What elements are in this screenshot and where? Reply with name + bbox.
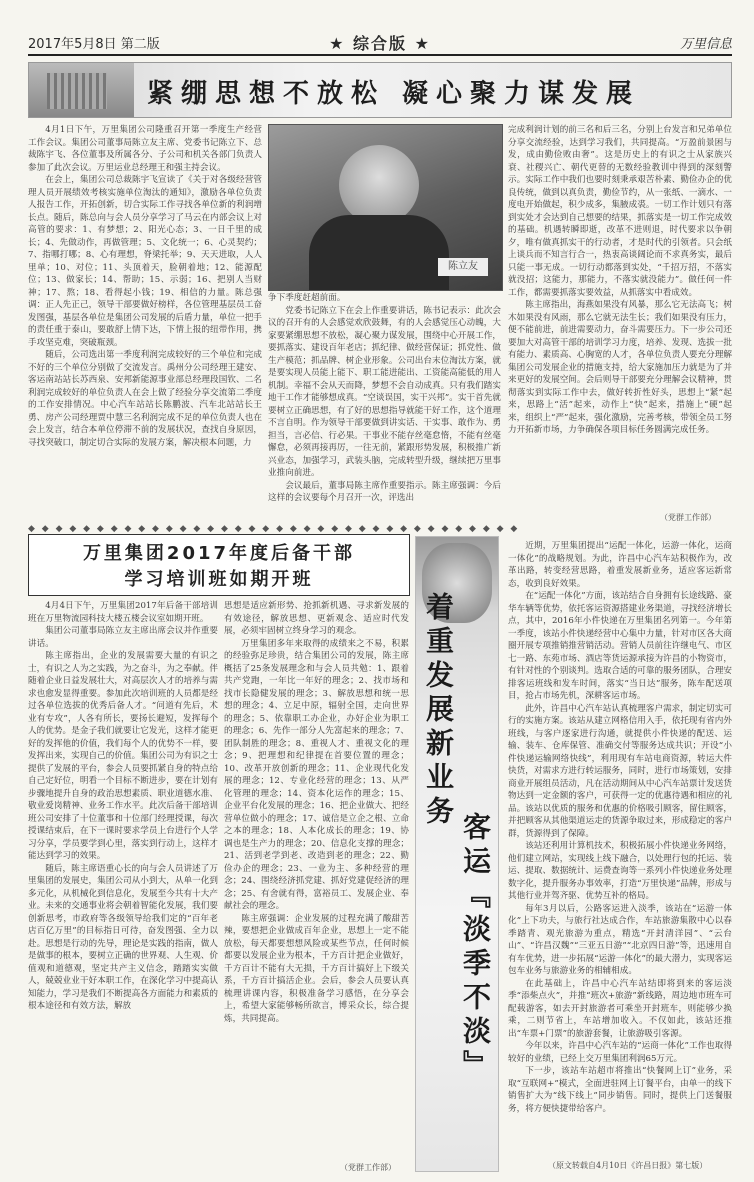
paragraph: 党委书记陈立下在会上作重要讲话，陈书记表示：此次会议的召开有的人会感觉欢欣鼓舞，有的人会感觉压心动魄，大家要紧绷思想不放松，凝心聚力谋发展，围绕中心开展工作，要抓落实、建设百年老店；抓纪律、做经营保证；抓党性、做生产模范；抓品牌、树企业形象。公司出台末位淘汰方案，就是要实现人员能上能下、职工能进能出、工资能高能低的用人机制。幸福不会从天而降，梦想不会自动成真。只有我们踏实地干工作才能够想成真。“空谈误国，实干兴邦”。实干首先就要树立正确思想，有了好的思想指导就能干好工作，这个道理不言自明。作为领导干部要做到讲实话、干实事、敢作为、勇担当，言必信、行必果。干事业不能存丝毫怠惰，不能有丝毫懈怠，必须再接再厉，一往无前，紧跟形势发展，积极推广新兴业态，加强学习，武装头脑，完成转型升级，继续把万里事业推向前进。 <box>268 305 501 478</box>
article3-credit: （原文转载自4月10日《许昌日报》第七版） <box>548 1161 708 1170</box>
portrait-body <box>309 215 449 290</box>
paragraph: 争下季度赶超前面。 <box>268 293 346 303</box>
paper-name: 万里信息 <box>680 36 733 52</box>
paragraph: 随后，陈主席语重心长的向与会人员讲述了万里集团的发展史，集团公司从小到大，从单一化到多元化，从机械化到信息化，发展至今共有十大产业。未来的交通事业将会朝着智能化发展，我们要创新思考，市政府等各级领导给我们定的“百年老店百亿万里”的目标指日可待，奋发图强、全力以赴。思想是行动的先导，理论是实践的指南，做人是做事的根本，要树立正确的世界观、人生观、价值观和道德观，坚定共产主义信念，踏踏实实做人，兢兢业业干好本职工作，在深化学习中提高认知能力，学习是我们不断提高各方面能力和素质的根本途径和有效方法，解放 <box>28 863 218 1011</box>
building-photo-icon <box>29 63 134 117</box>
paragraph: 集团公司董事局陈立友主席出席会议并作重要讲话。 <box>28 626 218 649</box>
paragraph: 此外，许昌中心汽车站认真梳理客户需求，制定切实可行的实施方案。该站从建立网格信用入手，依托现有省内外班线，与客户逐家进行沟通，就提供小件快递的配送、运输、装车、仓库保管、准确交付等服务达成共识；开设“小件快递运输网络快线”，利用现有车站电商资源，转运大件快货，对需求方进行转运服务，同时，进行市场策划，安排商业开展组员活动，凡在活动期间从中心汽车站票计发送货物达到一定金额的客户，可获得一定的优惠待遇和相应的礼品。该站以优质的服务和优惠的价格吸引顾客，留住顾客，并把顾客从其他渠道运走的货源争取过来，形成稳定的客户群，货源得到了保障。 <box>508 703 732 839</box>
paragraph: 陈主席指出，海燕如果没有风暴，那么它无法高飞；树木如果没有风雨，那么它就无法生长；我们如果没有压力，便不能前进，前进需要动力，奋斗需要压力。下一步公司还要加大对高管干部的培训学习力度，培养、发现、选拔一批有能力、素质高、心胸宽的人才，各单位负责人要充分理解集团公司发展企业的措施支持，给大家施加压力就是为了并来更好的发展空间。会后则导干部要充分理解会议精神，贯彻落实到实际工作中去，做好转折性好头，思想上“紧”起来，思路上“活”起来，动作上“快”起来，措施上“硬”起来，组织上“严”起来，强化激励，完善考核，带领全员工努力开拓新市场，力争确保各项目标任务圆满完成任务。 <box>508 300 732 435</box>
article1-col2 <box>268 292 501 522</box>
article1-banner <box>28 62 732 118</box>
paragraph: 陈主席强调：企业发展的过程充满了酸甜苦辣，要想把企业做成百年企业，思想上一定不能放松，每天都要想想风险或某些节点，任何时候都要以发展企业为根本，千方百计把企业做好，千方百计不能有大无损，千方百计搞好上下级关系，千方百计搞活企业。会后，参会人员要认真梳理讲课内容，积极准备学习感悟，在分享会上，希望大家能够畅所欲言，博采众长，综合提炼，共同提高。 <box>224 913 409 1024</box>
masthead <box>28 30 732 56</box>
portrait-icon <box>339 145 419 225</box>
paragraph: 陈主席指出，企业的发展需要大量的有识之士，有识之人为之实践，为之奋斗，为之奉献。伴随着企业日益发展壮大，对高层次人才的培养与需求也愈发显得重要。参加此次培训班的人员都是经过各单位选拔的优秀后备人才。“问道有先后，术业有专攻”，人各有所长，要扬长避短，发挥每个人的优势。是金子我们就要让它发光，这样才能更好的发挥他的价值，我们每个人的优势不一样，要发挥出来，实现自己的价值。集团公司为有识之士提供了发展的平台，参会人员要抓紧自身的特点给自己定好位，明看一个目标不断进步，要在计划有步骤地提升自身的政治思想素质、职业道德水准、敬业爱岗精神、业务工作水平。此次后备干部培训班公司安排了十位董事和十位部门经理授课，每次授课结束后，在下一课时要求学员上台进行个人学习分享，学员要学到心里，落实到行动上，这样才能达到学习的效果。 <box>28 651 218 861</box>
paragraph: 在“运配一体化”方面，该站结合自身拥有长途线路、豪华车辆等优势，依托客运资源搭建业务渠道，寻找经济增长点，其中，2016年小件快递在万里集团名列第一。今年第一季度，该站小件快递经营中心集中力量，针对市区各大商圈开展专项推销推营销活动。营销人员前往许继电气、市区七一路、东苑市场、酒店等货运源承接为许昌的小物资市，有针对性的个别谈判。选取合适的可靠的服务团队，合理安排客运班线和发车时间，落实“当日达”服务，陈车配送项目，抢占市场先机，深耕客运市场。 <box>508 591 732 701</box>
article2-headline-line2: 学习培训班如期开班 <box>124 569 314 590</box>
article3-vertical-subtitle: 客运『淡季不淡』 <box>459 812 492 1084</box>
paragraph: 近期，万里集团提出“运配一体化，运游一体化，运商一体化”的战略规划。为此，许昌中心汽车站积极作为，改革出路，转变经营思路，着重发展新业务，适应客运新常态，收到良好效果。 <box>508 541 732 589</box>
article1-credit: （党群工作部） <box>660 513 716 522</box>
article2-col2 <box>224 600 409 1160</box>
article3-vertical-title: 着重发展新业务 <box>422 592 455 830</box>
section-title: ★ 综合版 ★ <box>329 33 431 53</box>
article3-col <box>508 540 732 1152</box>
paragraph: 4月1日下午，万里集团公司隆重召开第一季度生产经营工作会议。集团公司董事局陈立友主席、党委书记陈立下、总裁陈宇飞、各位董事及所属各分、子公司和机关各部门负责人参加了此次会议。万里运业总经理王和强主持会议。 <box>28 125 262 173</box>
article1-headline: 紧绷思想不放松 凝心聚力谋发展 <box>147 79 641 109</box>
paragraph: 在此基础上，许昌中心汽车站结即将到来的客运淡季“添柴点火”，并推“班次+旅游”新线路，周边地市班车可配载游客，如去开封旅游者可乘坐开封班车，则能够少换乘，二则节省上，车站增加收入。不仅如此，该站还推出“车票+门票”的旅游套餐，让旅游吸引客源。 <box>508 978 732 1039</box>
speaker-photo <box>268 124 503 291</box>
paragraph: 下一步，该站车站超市将推出“快餐网上订”业务，采取“互联网+”模式，全面进驻网上订餐平台，由单一的线下销售扩大为“线下线上”同步销售。同时，提供上门送餐服务，将方便快捷带给客户。 <box>508 1066 732 1114</box>
paragraph: 随后，公司选出第一季度利润完成较好的三个单位和完成不好的三个单位分别做了交流发言。禹州分公司经理王建安、客运南站站长苏西泉、安邦新能源事业部总经理段国钦、二名利润完成较好的单位负责人在会上做了经验分享交流第二季度的工作安排情况。中心汽车站站长陈鹏波、汽车北站站长王勇、房产公司经理贾中慧三名利润完成不足的单位负责人也在会上发言，结合本单位停滞不前的发展状况，查找自身原因，寻找突破口，制定切合实际的发展方案，解决根本问题，力 <box>28 350 262 448</box>
paragraph: 思想是适应新形势、抢抓新机遇、寻求新发展的有效途径，解放思想、更新观念、适应时代发展，必须牢固树立终身学习的观念。 <box>224 601 409 636</box>
paragraph: 今年以来，许昌中心汽车站的“运商一体化”工作也取得较好的业绩，已经上交万里集团利润65万元。 <box>508 1041 732 1064</box>
paragraph: 万里集团多年来取得的成绩来之不易，积累的经验弥足珍贵，结合集团公司的发展，陈主席概括了25条发展理念和与会人员共勉：1、跟着共产党跑，一年比一年好的理念；2、找市场和找市长隐健发展的理念；3、解放思想和统一思想的理念；4、立足中原，辐射全国，走向世界的理念；5、依靠职工办企业，办好企业为职工的理念；6、先作一部分人先富起来的理念；7、团队制胜的理念；8、重视人才、重视文化的理念；9、把理想和纪律提在首要位置的理念；10、改革开放创新的理念；11、企业现代化发展的理念；12、专业化经营的理念；13、从严化管理的理念；14、资本化运作的理念；15、企业平台化发展的理念；16、把企业做大、把经营单位做小的理念；17、诚信是立企之根、立命之本的理念；18、人本化成长的理念；19、协调也是生产力的理念；20、信息化支撑的理念；21、活到老学到老、改造到老的理念；22、勤俭办企的理念；23、一业为主、多种经营的理念；24、围绕经济抓党建、抓好党建促经济的理念；25、有舍就有得，富裕员工、发展企业、奉献社会的理念。 <box>224 638 409 911</box>
paragraph: 完成利润计划的前三名和后三名，分别上台发言和兄弟单位分享交流经验，达到学习我们，共同提高。“万盈前景困与发，成由勤俭败由奢”。这是历史上的有识之士从家族兴衰、社稷兴亡、朝代更替的无数经验教训中得到的深刻警示。实际工作中我们也要时刻秉承艰苦朴素、勤俭办企的优良传统，做到以真负责，勤俭节约，从一张纸、一滴水、一度电开始做起，积少成多，集腋成裘。一切工作计划只有落到实处才会达到自己想要的结果，抓落实是一切工作完成效的基础。机遇转瞬即逝，改革不进则退，时代要求以争朝夕，唯有做真抓实干的行动者，才是时代的引领者。只会纸上谈兵而不知言行合一，热衷高谈阔论而不求真务实，最后只能一事无成。一切行动都落到实处，“千招万招，不落实就没招；这能力，那能力，不落实就没能力”。做任何一件工作，都需要抓落实要效益，从抓落实中看成效。 <box>508 125 732 298</box>
paragraph: 4月4日下午，万里集团2017年后备干部培训班在万里物流园科技大楼五楼会议室如期开班。 <box>28 601 218 624</box>
article1-col1 <box>28 124 262 522</box>
article2-col1 <box>28 600 218 1172</box>
paragraph: 该站还利用计算机技术，积极拓展小件快递业务网络，他们建立网站，实现线上线下融合，以处理行包的托运、装运、提取、数据统计、运费查询等一系列小件快递业务处理数字化，提升服务办事效率，打造“万里快递”品牌，形成与其他行业并驾齐驱、优势互补的格局。 <box>508 841 732 901</box>
article1-col3 <box>508 124 732 510</box>
paragraph: 在会上，集团公司总裁陈宇飞宣读了《关于对各级经营管理人员开展绩效考核实施单位淘汰的通知》，激励各单位负责人报告工作，开拓创新，切合实际工作寻找各单位新的利润增长点。随后，陈总向与会人员分享学习了马云在内部会议上对高管的要求：1、有梦想；2、阳光心态；3、一日千里的成长；4、先做动作，再做管理；5、文化统一；6、心灵契约；7、指哪打哪；8、心有理想，脊梁托举；9、天天进取，人人里单；10、对位；11、头顶着天，脸朝着地；12、能源配位；13、做家长；14、帮助；15、示弱；16、把别人当财神；17、熬；18、看得起小钱；19、相信的力量。陈总强调：正人先正己，领导干部要做好榜样，各位管理基层员工奋发图强，基层各单位是集团公司发展的后盾力量，单位一把手的责任重于泰山，要敢舒上情下达，下情上报的纽带作用，携手攻坚克难，突破瓶颈。 <box>28 175 262 348</box>
issue-date-edition: 2017年5月8日 第二版 <box>28 36 160 52</box>
section-divider: ◆ ◆ ◆ ◆ ◆ ◆ ◆ ◆ ◆ ◆ ◆ ◆ ◆ ◆ ◆ ◆ ◆ ◆ ◆ ◆ ◆ ◆ ◆ ◆ ◆ ◆ ◆ ◆ ◆ ◆ ◆ ◆ ◆ ◆ ◆ ◆ <box>28 524 520 534</box>
paragraph: 会议最后，董事局陈主席作重要指示。陈主席强调：今后这样的会议要每个月召开一次，评选出 <box>268 480 501 503</box>
paragraph: 每年3月以后，公路客运进入淡季，该站在“运游一体化”上下功夫，与旅行社达成合作，车站旅游集散中心以春季踏青、观光旅游为重点，精选“开封清洋园”、“云台山”、“许昌汉魏”“三亚五日游”“北京四日游”等，迅速用自有车优势，进一步拓展“运游一体化”的最大潜力，实现客运包车业务与旅游业务的相辅相成。 <box>508 903 732 976</box>
photo-nameplate: 陈立友 <box>438 258 488 276</box>
article2-headline-line1: 万里集团2017年度后备干部 <box>82 543 356 564</box>
article2-credit: （党群工作部） <box>340 1163 396 1172</box>
article2-headline-box <box>28 534 410 596</box>
